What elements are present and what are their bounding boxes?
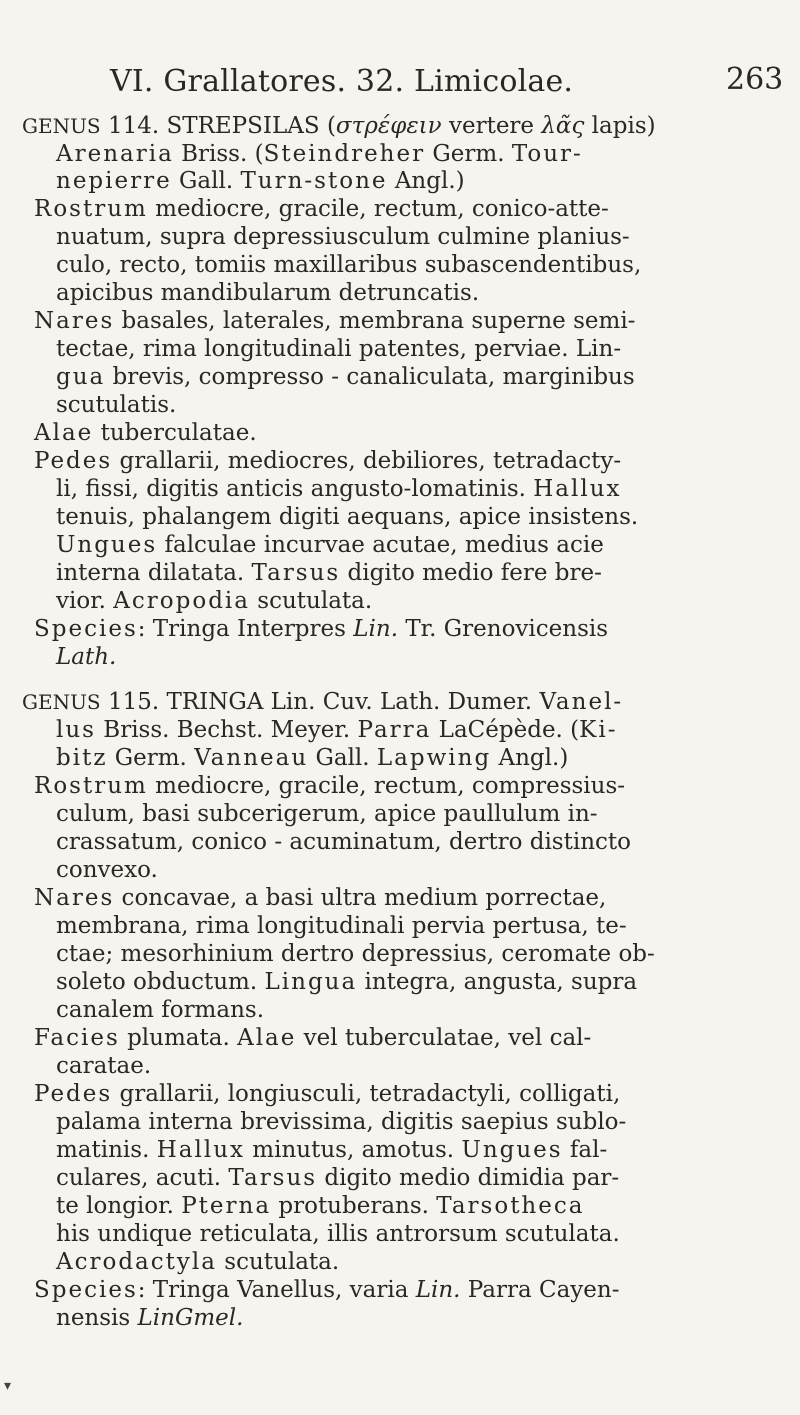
text-line bbox=[34, 447, 621, 475]
text-span: grallarii, mediocres, debiliores, tetradacty- bbox=[112, 448, 622, 474]
author-abbrev: Lath. bbox=[56, 644, 117, 670]
synonym: Parra bbox=[357, 717, 432, 743]
text-span: tuberculatae. bbox=[93, 420, 257, 446]
text-line bbox=[34, 419, 257, 447]
text-line: canalem formans. bbox=[56, 997, 265, 1023]
page-number: 263 bbox=[726, 62, 784, 97]
term: Species bbox=[34, 1277, 138, 1303]
term: Nares bbox=[34, 885, 115, 911]
text-line: his undique reticulata, illis antrorsum scutulata. bbox=[56, 1221, 620, 1247]
genus-heading: 115. TRINGA Lin. Cuv. Lath. Dumer. bbox=[100, 689, 540, 715]
text-span: Tr. Grenovicensis bbox=[398, 616, 609, 642]
text-line bbox=[34, 1276, 619, 1304]
text-span: Briss. ( bbox=[173, 141, 264, 167]
text-line bbox=[34, 1080, 620, 1108]
text-line bbox=[56, 1164, 619, 1192]
genus-heading: 114. STREPSILAS ( bbox=[100, 113, 336, 139]
text-line: palama interna brevissima, digitis saepius sublo- bbox=[56, 1109, 627, 1135]
text-line bbox=[56, 167, 465, 195]
synonym: Vanel- bbox=[539, 689, 624, 715]
page-mark-icon: ▾ bbox=[4, 1378, 12, 1394]
text-line: tectae, rima longitudinali patentes, perviae. Lin- bbox=[56, 336, 622, 362]
text-span: nensis bbox=[56, 1305, 138, 1331]
text-span: brevis, compresso - canaliculata, marginibus bbox=[105, 364, 635, 390]
synonym: Tour- bbox=[511, 141, 583, 167]
term: Rostrum bbox=[34, 773, 148, 799]
term: Pedes bbox=[34, 1081, 113, 1107]
text-line: crassatum, conico - acuminatum, dertro distincto bbox=[56, 829, 631, 855]
text-span: digito medio fere bre- bbox=[340, 560, 602, 586]
synonym: Steindreher bbox=[263, 141, 426, 167]
text-span: interna dilatata. bbox=[56, 560, 252, 586]
text-span: concavae, a basi ultra medium porrectae, bbox=[114, 885, 607, 911]
text-line: culum, basi subcerigerum, apice paullulum in- bbox=[56, 801, 598, 827]
text-span: integra, angusta, supra bbox=[357, 969, 638, 995]
text-line bbox=[34, 307, 635, 335]
synonym: Arenaria bbox=[56, 141, 174, 167]
text-line bbox=[22, 112, 656, 140]
text-span: falculae incurvae acutae, medius acie bbox=[157, 532, 604, 558]
text-line bbox=[22, 688, 623, 716]
synonym: Vanneau bbox=[194, 745, 309, 771]
text-span: vertere bbox=[441, 113, 542, 139]
text-line bbox=[34, 195, 609, 223]
text-span: Germ. bbox=[107, 745, 195, 771]
text-line: scutulatis. bbox=[56, 392, 177, 418]
text-span: vel tuberculatae, vel cal- bbox=[296, 1025, 592, 1051]
text-line bbox=[56, 559, 602, 587]
text-line bbox=[56, 1248, 339, 1276]
running-title: VI. Grallatores. 32. Limicolae. bbox=[110, 64, 574, 99]
term: Pedes bbox=[34, 448, 113, 474]
text-line bbox=[56, 968, 637, 996]
term: Tarsus bbox=[228, 1165, 318, 1191]
text-span: Parra Cayen- bbox=[460, 1277, 620, 1303]
text-line: membrana, rima longitudinali pervia pertusa, te- bbox=[56, 913, 627, 939]
text-line bbox=[34, 1024, 591, 1052]
term: Nares bbox=[34, 308, 115, 334]
term: Acropodia bbox=[113, 588, 250, 614]
text-span: Angl.) bbox=[491, 745, 569, 771]
greek-word: λᾶς bbox=[541, 113, 585, 139]
text-span: LaCépède. ( bbox=[431, 717, 580, 743]
text-line bbox=[56, 475, 622, 503]
text-line: convexo. bbox=[56, 857, 158, 883]
term: Lingua bbox=[264, 969, 358, 995]
text-line: nuatum, supra depressiusculum culmine planius- bbox=[56, 224, 630, 250]
text-span: matinis. bbox=[56, 1137, 157, 1163]
text-line bbox=[56, 716, 617, 744]
text-span: li, fissi, digitis anticis angusto-lomatinis. bbox=[56, 476, 534, 502]
text-span: Gall. bbox=[308, 745, 377, 771]
text-line bbox=[56, 363, 635, 391]
text-span: digito medio dimidia par- bbox=[317, 1165, 620, 1191]
synonym: Lapwing bbox=[376, 745, 492, 771]
term: Tarsotheca bbox=[436, 1193, 585, 1219]
text-span: mediocre, gracile, rectum, conico-atte- bbox=[147, 196, 609, 222]
text-line: caratae. bbox=[56, 1053, 152, 1079]
text-line bbox=[34, 772, 625, 800]
term: Ungues bbox=[461, 1137, 563, 1163]
text-span: basales, laterales, membrana superne semi- bbox=[114, 308, 636, 334]
synonym: nepierre bbox=[56, 168, 172, 194]
text-line bbox=[56, 531, 604, 559]
term: Tarsus bbox=[251, 560, 341, 586]
text-span: Briss. Bechst. Meyer. bbox=[95, 717, 358, 743]
author-abbrev: Lin. bbox=[415, 1277, 461, 1303]
text-line bbox=[34, 615, 608, 643]
text-span: Gall. bbox=[171, 168, 241, 194]
term: Alae bbox=[237, 1025, 297, 1051]
greek-word: στρέφειν bbox=[335, 113, 442, 139]
synonym: bitz bbox=[56, 745, 108, 771]
genus-label: GENUS bbox=[22, 114, 101, 138]
term: Species bbox=[34, 616, 138, 642]
term: Acrodactyla bbox=[56, 1249, 217, 1275]
text-span: protuberans. bbox=[271, 1193, 437, 1219]
term: Hallux bbox=[533, 476, 622, 502]
text-line bbox=[56, 1192, 584, 1220]
text-span: vior. bbox=[56, 588, 114, 614]
synonym: lus bbox=[56, 717, 96, 743]
text-line bbox=[56, 587, 372, 615]
text-line bbox=[56, 1304, 243, 1332]
text-line: culo, recto, tomiis maxillaribus subascendentibus, bbox=[56, 252, 642, 278]
author-abbrev: Lin. bbox=[353, 616, 399, 642]
text-span: culares, acuti. bbox=[56, 1165, 229, 1191]
text-span: Angl.) bbox=[387, 168, 465, 194]
term: Alae bbox=[34, 420, 94, 446]
text-span: te longior. bbox=[56, 1193, 182, 1219]
text-span: minutus, amotus. bbox=[245, 1137, 462, 1163]
text-span: soleto obductum. bbox=[56, 969, 265, 995]
term: Rostrum bbox=[34, 196, 148, 222]
text-line bbox=[56, 140, 583, 168]
term: Facies bbox=[34, 1025, 120, 1051]
text-line bbox=[34, 884, 606, 912]
term: Hallux bbox=[156, 1137, 245, 1163]
text-span: : Tringa Vanellus, varia bbox=[137, 1277, 416, 1303]
text-line: tenuis, phalangem digiti aequans, apice insistens. bbox=[56, 504, 639, 530]
text-span: scutulata. bbox=[250, 588, 373, 614]
text-line: apicibus mandibularum detruncatis. bbox=[56, 280, 480, 306]
running-header bbox=[0, 58, 800, 98]
text-span: : Tringa Interpres bbox=[137, 616, 354, 642]
text-line bbox=[56, 1136, 607, 1164]
text-span: Germ. bbox=[425, 141, 512, 167]
text-span: lapis) bbox=[584, 113, 656, 139]
text-span: plumata. bbox=[119, 1025, 238, 1051]
text-span: grallarii, longiusculi, tetradactyli, colligati, bbox=[112, 1081, 621, 1107]
synonym: Ki- bbox=[579, 717, 618, 743]
term: Ungues bbox=[56, 532, 158, 558]
author-abbrev: LinGmel. bbox=[137, 1305, 244, 1331]
genus-label: GENUS bbox=[22, 690, 101, 714]
term: gua bbox=[56, 364, 106, 390]
text-span: scutulata. bbox=[216, 1249, 340, 1275]
text-line bbox=[56, 744, 568, 772]
synonym: Turn-stone bbox=[240, 168, 388, 194]
text-span: fal- bbox=[562, 1137, 608, 1163]
text-span: mediocre, gracile, rectum, compressius- bbox=[147, 773, 626, 799]
term: Pterna bbox=[181, 1193, 272, 1219]
text-line: ctae; mesorhinium dertro depressius, ceromate ob- bbox=[56, 941, 655, 967]
